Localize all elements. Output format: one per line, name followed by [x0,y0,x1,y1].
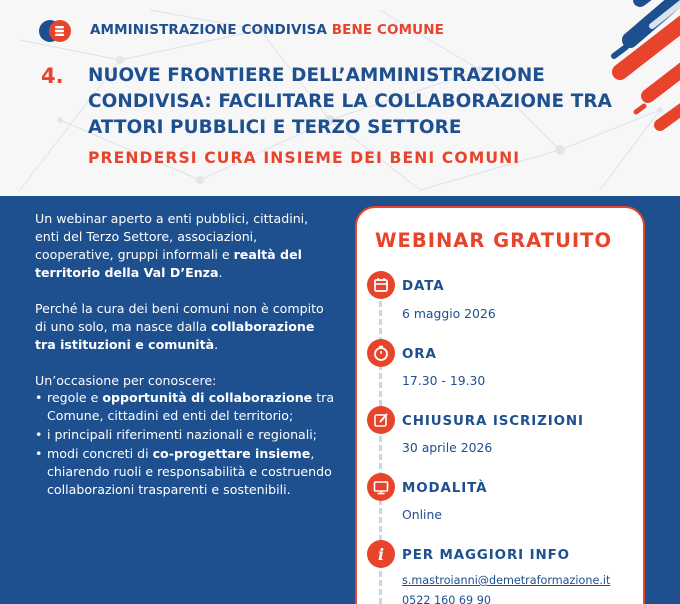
purpose-paragraph [35,300,335,354]
contact-email-link[interactable]: s.mastroianni@demetraformazione.it [402,574,611,587]
card-title: WEBINAR GRATUITO [375,229,613,252]
page-title: NUOVE FRONTIERE DELL’AMMINISTRAZIONE CONDIVISA: FACILITARE LA COLLABORAZIONE TRA ATTORI PUBBLICI E TERZO SETTORE [88,65,612,138]
intro-text: Un webinar aperto a enti pubblici, cittadini, enti del Terzo Settore, associazioni, cooperative, gruppi informali e [35,211,309,262]
webinar-info-card [355,206,645,604]
more-info-label: PER MAGGIORI INFO [402,548,570,563]
brand-name-main: AMMINISTRAZIONE CONDIVISA [90,22,332,38]
registration-deadline-value: 30 aprile 2026 [402,440,493,455]
brand-name-accent: BENE COMUNE [331,22,444,38]
mode-label: MODALITÀ [402,481,488,496]
date-label: DATA [402,279,445,294]
purpose-highlight: collaborazione tra istituzioni e comunità [35,319,315,352]
list-item-text: tra Comune, cittadini ed enti del territorio; [47,390,335,423]
brand-name [90,22,444,38]
list-item-highlight: opportunità di collaborazione [102,390,313,405]
header [0,0,680,196]
intro-highlight: realtà del territorio della Val D’Enza [35,247,302,280]
mode-value: Online [402,507,442,522]
list-item-text: , chiarendo ruoli e responsabilità e costruendo collaborazioni trasparenti e sostenibili. [47,446,332,497]
list-item-text: regole e [47,390,103,405]
purpose-text: Perché la cura dei beni comuni non è compito di uno solo, ma nasce dalla [35,301,324,334]
page-subtitle: PRENDERSI CURA INSIEME DEI BENI COMUNI [88,149,521,167]
list-item [35,445,335,499]
monitor-icon [367,473,395,501]
intro-paragraph [35,210,335,282]
brand-logo [38,19,72,43]
bullets-intro: Un’occasione per conoscere: [35,373,217,388]
topics-list [35,389,335,499]
date-value: 6 maggio 2026 [402,306,496,321]
pencil-icon [367,406,395,434]
calendar-icon [367,271,395,299]
time-value: 17.30 - 19.30 [402,373,486,388]
decorative-stripes [560,0,680,160]
registration-deadline-label: CHIUSURA ISCRIZIONI [402,414,584,429]
description-column [35,210,335,500]
purpose-end: . [214,337,219,352]
list-item-text: modi concreti di [47,446,153,461]
section-number: 4. [41,64,64,88]
time-label: ORA [402,347,437,362]
list-item [35,426,335,444]
list-item-text: i principali riferimenti nazionali e regionali; [47,427,318,442]
content-section [0,196,680,604]
list-item [35,389,335,425]
contact-phone-link[interactable]: 0522 160 69 90 [402,594,491,604]
intro-end: . [218,265,223,280]
list-item-highlight: co-progettare insieme [152,446,311,461]
stopwatch-icon [367,339,395,367]
info-icon [367,540,395,568]
svg-text:i: i [377,545,385,564]
